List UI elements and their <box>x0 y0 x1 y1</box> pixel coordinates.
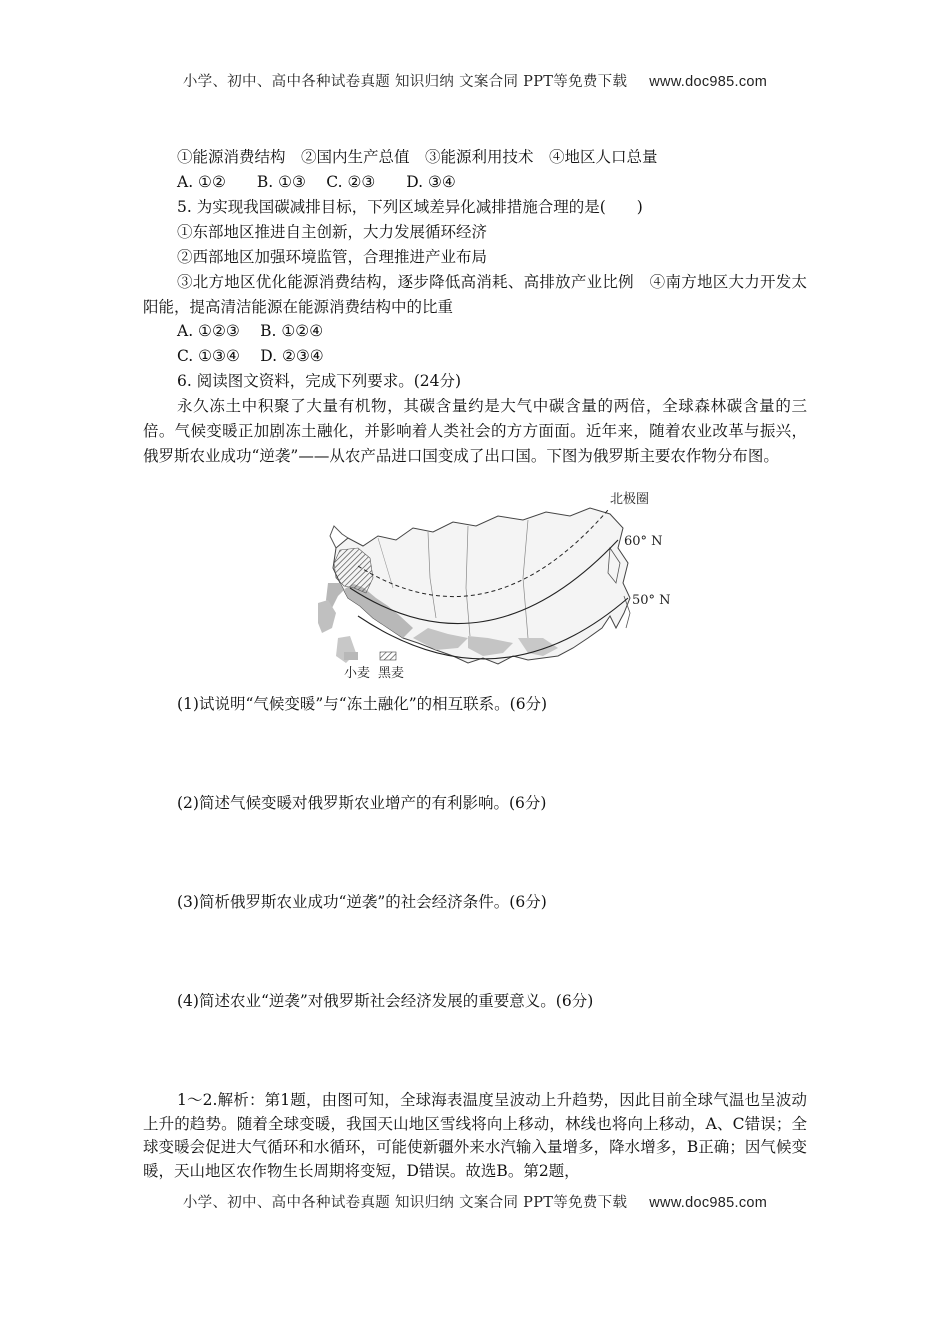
q5-options-cd: C. ①③④ D. ②③④ <box>177 347 324 365</box>
q6-sub-2: (2)简述气候变暖对俄罗斯农业增产的有利影响。(6分) <box>177 794 547 812</box>
header-text: 小学、初中、高中各种试卷真题 知识归纳 文案合同 PPT等免费下载 <box>182 74 628 90</box>
q5-item-1: ①东部地区推进自主创新，大力发展循环经济 <box>177 223 488 241</box>
lat-60-label: 60° N <box>624 534 663 549</box>
page-header <box>0 70 950 91</box>
russia-crop-map <box>318 488 678 683</box>
q6-material: 永久冻土中积聚了大量有机物，其碳含量约是大气中碳含量的两倍，全球森林碳含量的三倍。气候变暖正加剧冻土融化，并影响着人类社会的方方面面。近年来，随着农业改革与振兴，俄罗斯农业成功“逆袭”——从农产品进口国变成了出口国。下图为俄罗斯主要农作物分布图。 <box>143 397 807 465</box>
q6-sub-3: (3)简析俄罗斯农业成功“逆袭”的社会经济条件。(6分) <box>177 893 547 911</box>
q4-items: ①能源消费结构 ②国内生产总值 ③能源利用技术 ④地区人口总量 <box>177 148 658 166</box>
q6-stem: 6. 阅读图文资料，完成下列要求。(24分) <box>177 372 462 390</box>
q4-options: A. ①② B. ①③ C. ②③ D. ③④ <box>177 173 456 191</box>
arctic-circle-label: 北极圈 <box>610 492 650 507</box>
legend-wheat-label: 小麦 <box>344 666 371 681</box>
legend-wheat-swatch <box>344 652 358 660</box>
map-graphic <box>318 488 678 683</box>
header-site: www.doc985.com <box>649 74 768 90</box>
answer-analysis: 1～2.解析：第1题，由图可知，全球海表温度呈波动上升趋势，因此目前全球气温也呈波动上升的趋势。随着全球变暖，我国天山地区雪线将向上移动，林线也将向上移动，A、C错误；全球变暖会促进大气循环和水循环，可能使新疆外来水汽输入量增多，降水增多，B正确；因气候变暖，天山地区农作物生长周期将变短，D错误。故选B。第2题， <box>143 1091 807 1180</box>
q5-stem: 5. 为实现我国碳减排目标，下列区域差异化减排措施合理的是( ) <box>177 198 643 216</box>
q5-item-2: ②西部地区加强环境监管，合理推进产业布局 <box>177 248 488 266</box>
footer-site: www.doc985.com <box>649 1195 768 1211</box>
q6-sub-4: (4)简述农业“逆袭”对俄罗斯社会经济发展的重要意义。(6分) <box>177 992 594 1010</box>
legend-rye-swatch <box>380 652 396 660</box>
footer-text: 小学、初中、高中各种试卷真题 知识归纳 文案合同 PPT等免费下载 <box>182 1195 628 1211</box>
q6-sub-1: (1)试说明“气候变暖”与“冻土融化”的相互联系。(6分) <box>177 695 548 713</box>
q5-item-3-4: ③北方地区优化能源消费结构，逐步降低高消耗、高排放产业比例 ④南方地区大力开发太阳能，提高清洁能源在能源消费结构中的比重 <box>143 273 807 316</box>
legend-rye-label: 黑麦 <box>378 666 405 681</box>
page-footer <box>0 1191 950 1212</box>
lat-50-label: 50° N <box>632 593 671 608</box>
q5-options-ab: A. ①②③ B. ①②④ <box>177 322 324 340</box>
